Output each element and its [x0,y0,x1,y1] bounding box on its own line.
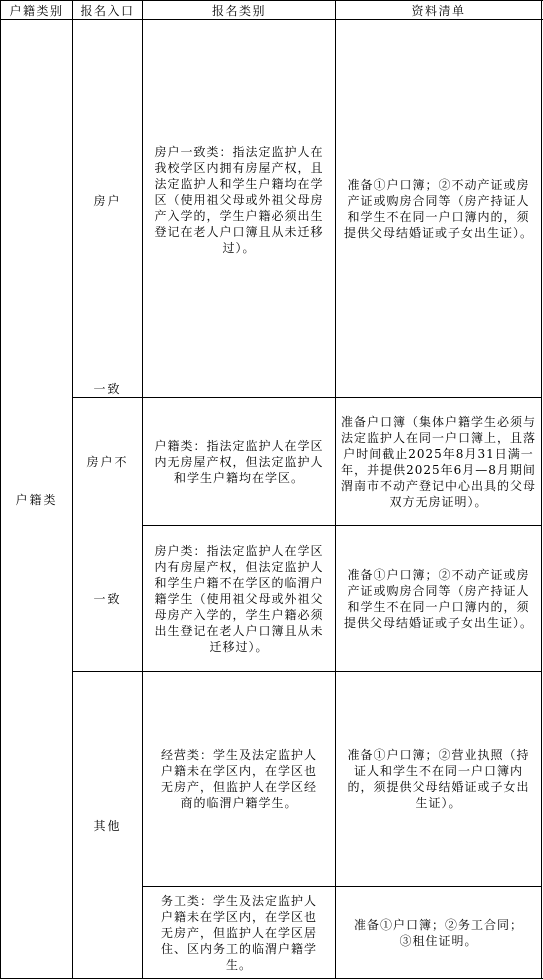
entry-other: 其他 [93,818,122,833]
type-cell-labor: 务工类：学生及法定监护人户籍未在学区内，在学区也无房产，但监护人在学区居住、区内务工的临渭户籍学生。 [160,893,317,972]
header-household-category: 户籍类别 [9,3,64,18]
header-registration-entry: 报名入口 [80,3,135,18]
entry-consistent-suffix: 一致 [93,382,122,396]
entry-house-consistent: 房户 [93,193,122,208]
type-cell-house-consistent: 房户一致类：指法定监护人在我校学区内拥有房屋产权，且法定监护人和学生户籍均在学区（使用祖父母或外祖父母房产入学的，学生户籍必须出生登记在老人户口簿且从未迁移过）。 [154,145,324,255]
materials-cell-labor: 准备①户口簿；②务工合同；③租住证明。 [353,917,523,948]
header-materials-list: 资料清单 [411,3,466,18]
header-registration-type: 报名类别 [211,3,266,18]
entry-house-inconsistent-part1: 房户不 [86,455,129,469]
entry-house-inconsistent-part2: 一致 [93,592,122,606]
type-cell-house-not-household: 房户类：指法定监护人在学区内有房屋产权，但法定监护人和学生户籍不在学区的临渭户籍学生（使用祖父母或外祖父母房产入学的，学生户籍必须出生登记在老人户口簿且从未迁移过）。 [154,543,324,654]
materials-cell-house-not-household: 准备①户口簿；②不动产证或房产证或购房合同等（房产持证人和学生不在同一户口簿内的，须提供父母结婚证或子女出生证）。 [343,567,533,630]
materials-cell-household-only: 准备户口簿（集体户籍学生必须与法定监护人在同一户口簿上，且落户时间截止2025年8月31日满一年，并提供2025年6月—8月期间渭南市不动产登记中心出具的父母双方无房证明）。 [340,414,536,509]
materials-cell-business: 准备①户口簿；②营业执照（持证人和学生不在同一户口簿内的，须提供父母结婚证或子女出生证）。 [347,748,530,810]
materials-cell-house-consistent: 准备①户口簿；②不动产证或房产证或购房合同等（房产持证人和学生不在同一户口簿内的，须提供父母结婚证或子女出生证）。 [343,177,533,240]
table-border-right [541,0,542,979]
table-border-bottom [0,978,543,979]
household-category-cell: 户籍类 [15,492,58,507]
type-cell-household-only: 户籍类：指法定监护人在学区内无房屋产权，但法定监护人和学生户籍均在学区。 [154,438,324,485]
type-cell-business: 经营类：学生及法定监护人户籍未在学区内，在学区也无房产，但监护人在学区经商的临渭户籍学生。 [160,748,317,810]
